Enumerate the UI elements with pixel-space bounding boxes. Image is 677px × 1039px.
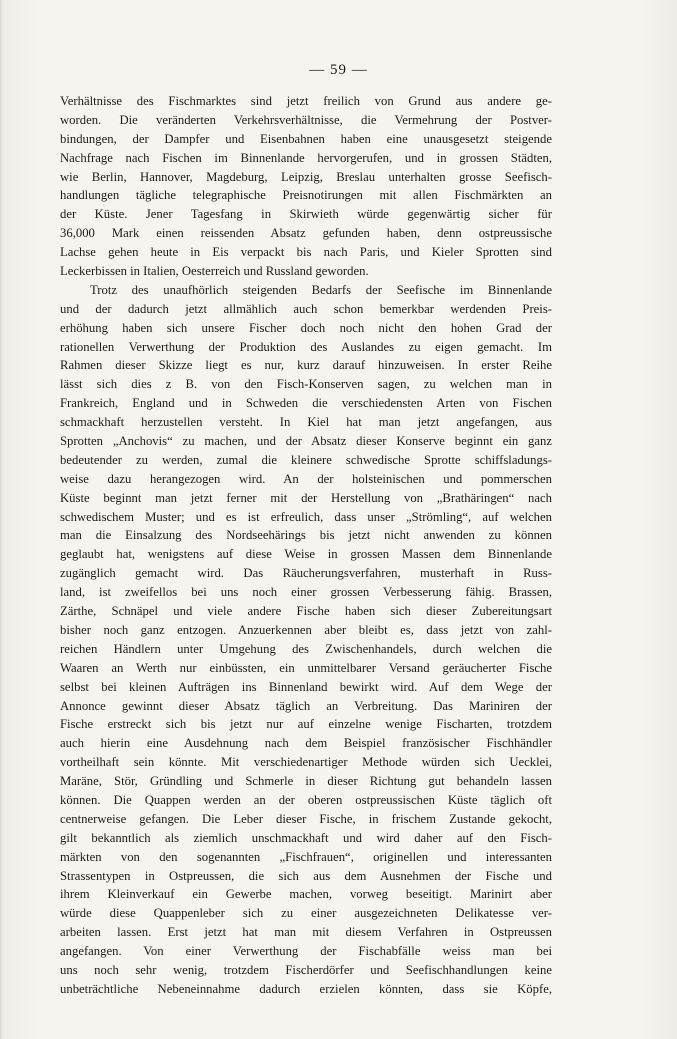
text-line: Annonce gewinnt dieser Absatz täglich an Verbreitung. Das Mariniren der <box>60 698 552 713</box>
text-line: Küste beginnt man jetzt ferner mit der Herstellung von „Brathäringen“ nach <box>60 490 552 505</box>
text-line: gilt bekanntlich als ziemlich unschmackhaft und wird daher auf den Fisch- <box>60 830 552 845</box>
text-line: Trotz des unaufhörlich steigenden Bedarfs der Seefische im Binnenlande <box>90 282 552 297</box>
text-line: bindungen, der Dampfer und Eisenbahnen haben eine unausgesetzt steigende <box>60 131 552 146</box>
text-line: unbeträchtliche Nebeneinnahme dadurch erzielen könnten, dass sie Köpfe, <box>60 981 552 996</box>
text-line: der Küste. Jener Tagesfang in Skirwieth würde gegenwärtig sicher für <box>60 207 552 222</box>
text-line: Waaren an Werth nur einbüssten, ein unmittelbarer Versand geräucherter Fische <box>60 660 552 675</box>
text-line: Sprotten „Anchovis“ zu machen, und der Absatz dieser Konserve beginnt ein ganz <box>60 434 552 449</box>
text-line: 36,000 Mark einen reissenden Absatz gefunden haben, denn ostpreussische <box>60 226 552 241</box>
text-line: Zärthe, Schnäpel und viele andere Fische haben sich dieser Zubereitungsart <box>60 604 552 619</box>
text-line: selbst bei kleinen Aufträgen ins Binnenland bewirkt wird. Auf dem Wege der <box>60 679 552 694</box>
text-line: arbeiten lassen. Erst jetzt hat man mit diesem Verfahren in Ostpreussen <box>60 925 552 940</box>
text-line: können. Die Quappen werden an der oberen ostpreussischen Küste täglich oft <box>60 792 552 807</box>
text-line: schwedischem Muster; und es ist erfreulich, dass unser „Strömling“, auf welchen <box>60 509 552 524</box>
text-line: Strassentypen in Ostpreussen, die sich aus dem Ausnehmen der Fische und <box>60 868 552 883</box>
text-line: land, ist zweifellos bei uns noch einer grossen Verbesserung fähig. Brassen, <box>60 585 552 600</box>
text-line: Frankreich, England und in Schweden die verschiedensten Arten von Fischen <box>60 396 552 411</box>
text-line: vortheilhaft sein könnte. Mit verschiedenartiger Methode würden sich Uecklei, <box>60 755 552 770</box>
text-line: man die Einsalzung des Nordseehärings bis jetzt nicht anwenden zu können <box>60 528 552 543</box>
text-line: worden. Die veränderten Verkehrsverhältnisse, die Vermehrung der Postver- <box>60 112 552 127</box>
text-line: geglaubt hat, wenigstens auf diese Weise in grossen Massen dem Binnenlande <box>60 547 552 562</box>
page-number: — 59 — <box>309 62 368 78</box>
text-line: märkten von den sogenannten „Fischfrauen“, originellen und interessanten <box>60 849 552 864</box>
text-line: reichen Händlern unter Umgehung des Zwischenhandels, durch welchen die <box>60 641 552 656</box>
text-line: würde diese Quappenleber sich zu einer ausgezeichneten Delikatesse ver- <box>60 906 552 921</box>
body-text <box>60 92 552 999</box>
text-line: erhöhung haben sich unsere Fischer doch noch nicht den hohen Grad der <box>60 320 552 335</box>
text-line: auch hierin eine Ausdehnung nach dem Beispiel französischer Fischhändler <box>60 736 552 751</box>
text-line: handlungen tägliche telegraphische Preisnotirungen mit allen Fischmärkten an <box>60 188 552 203</box>
text-line: zugänglich gemacht wird. Das Räucherungsverfahren, musterhaft in Russ- <box>60 566 552 581</box>
text-line: Maräne, Stör, Gründling und Schmerle in dieser Richtung gut behandeln lassen <box>60 774 552 789</box>
text-line: uns noch sehr wenig, trotzdem Fischerdörfer und Seefischhandlungen keine <box>60 962 552 977</box>
text-line: centnerweise gefangen. Die Leber dieser Fische, in frischem Zustande gekocht, <box>60 811 552 826</box>
text-line: Rahmen dieser Skizze liegt es nur, kurz darauf hinzuweisen. In erster Reihe <box>60 358 552 373</box>
text-line: bisher noch ganz entzogen. Anzuerkennen aber bleibt es, dass jetzt von zahl- <box>60 622 552 637</box>
text-line: weise dazu herangezogen wird. An der holsteinischen und pommerschen <box>60 471 552 486</box>
text-line: angefangen. Von einer Verwerthung der Fischabfälle weiss man bei <box>60 944 552 959</box>
text-line: bedeutender zu werden, zumal die kleinere schwedische Sprotte schiffsladungs- <box>60 452 552 467</box>
text-line: Leckerbissen in Italien, Oesterreich und Russland geworden. <box>60 264 369 279</box>
text-line: Verhältnisse des Fischmarktes sind jetzt freilich von Grund aus andere ge- <box>60 94 552 108</box>
text-line: Lachse gehen heute in Eis verpackt bis nach Paris, und Kieler Sprotten sind <box>60 245 552 260</box>
text-line: rationellen Verwerthung der Produktion des Auslandes zu eigen gemacht. Im <box>60 339 552 354</box>
text-line: ihrem Kleinverkauf ein Gewerbe machen, vorweg beseitigt. Marinirt aber <box>60 887 552 902</box>
text-line: lässt sich dies z B. von den Fisch-Konserven sagen, zu welchen man in <box>60 377 552 392</box>
text-line: Nachfrage nach Fischen im Binnenlande hervorgerufen, und in grossen Städten, <box>60 150 552 165</box>
text-line: wie Berlin, Hannover, Magdeburg, Leipzig, Breslau unterhalten grosse Seefisch- <box>60 169 552 184</box>
text-line: und der dadurch jetzt allmählich auch schon bemerkbar werdenden Preis- <box>60 301 552 316</box>
text-line: schmackhaft herzustellen versteht. In Kiel hat man jetzt angefangen, aus <box>60 415 552 430</box>
text-line: Fische erstreckt sich bis jetzt nur auf einzelne wenige Fischarten, trotzdem <box>60 717 552 732</box>
